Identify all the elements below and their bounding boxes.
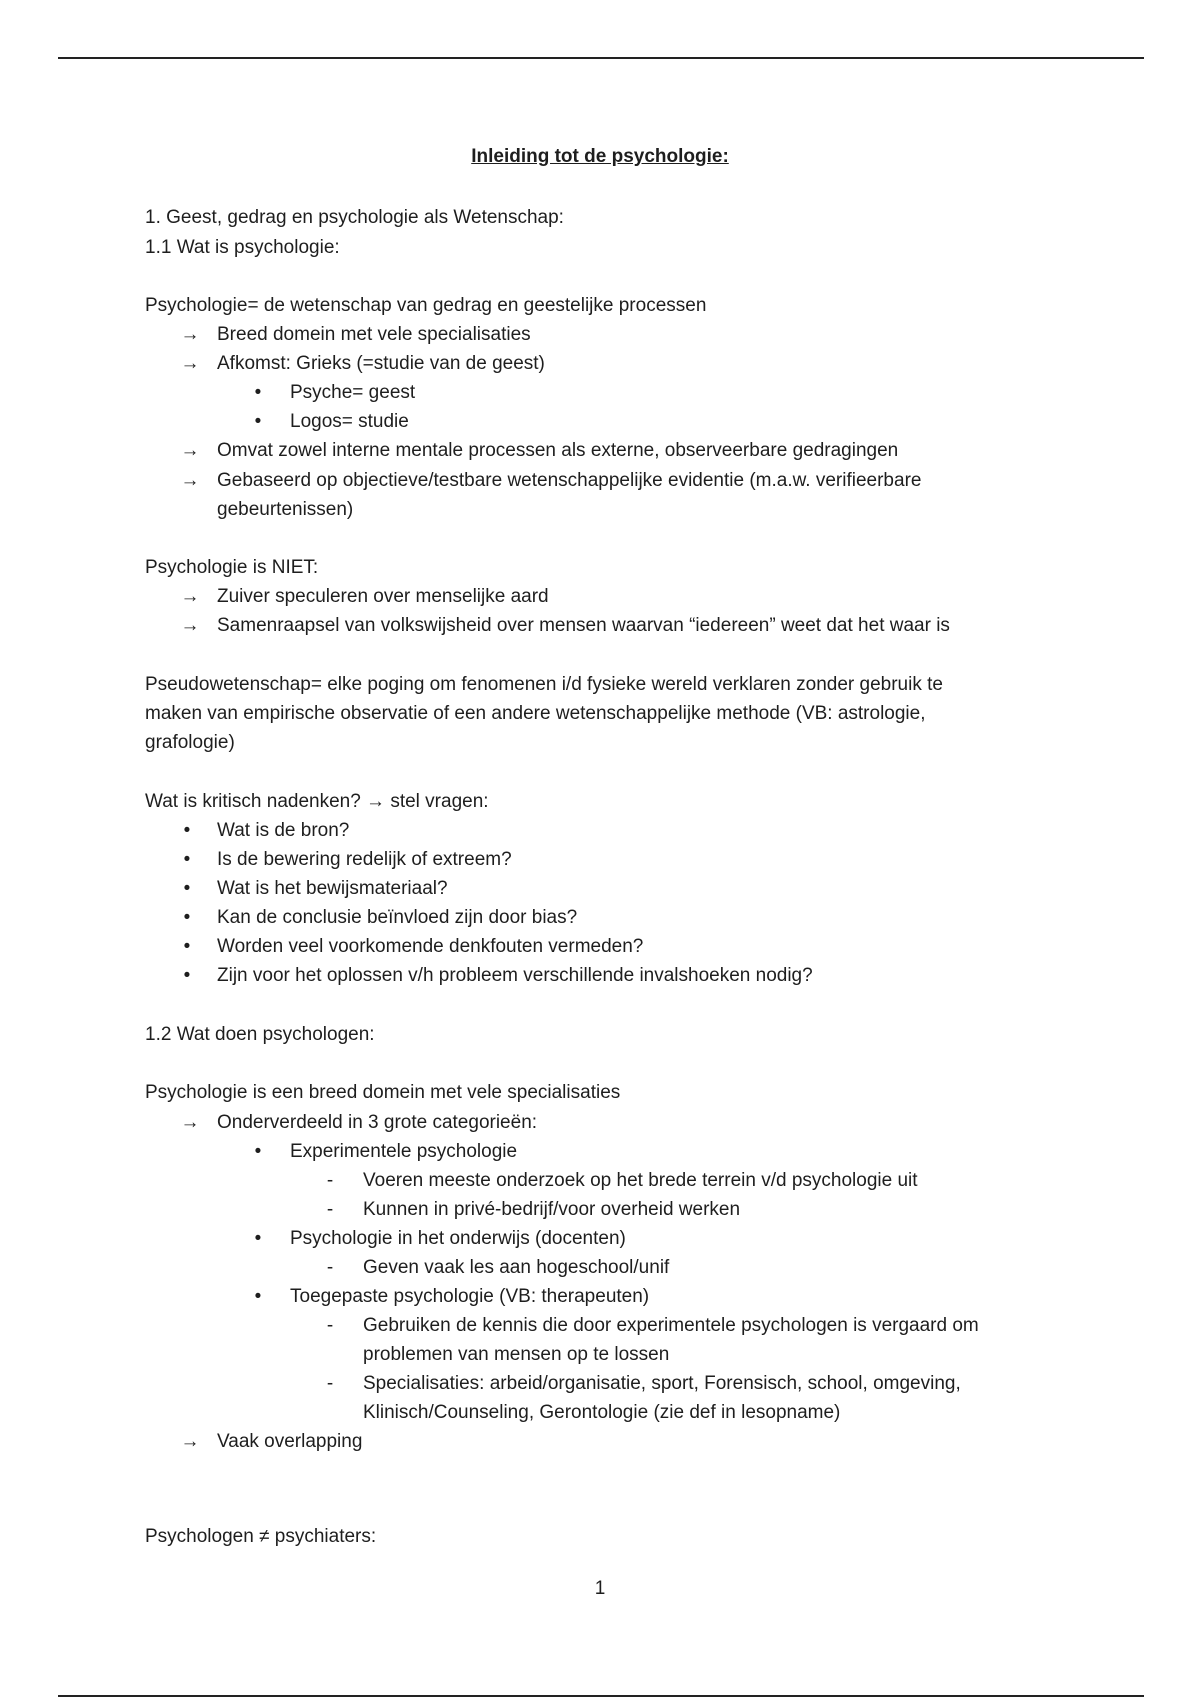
paragraph-line: Pseudowetenschap= elke poging om fenomenen i/d fysieke wereld verklaren zonder gebruik te xyxy=(145,674,943,695)
arrow-icon: → xyxy=(180,353,200,374)
section-heading: 1. Geest, gedrag en psychologie als Wetenschap: xyxy=(145,207,564,228)
bullet-icon: • xyxy=(183,907,191,928)
list-item-continuation: gebeurtenissen) xyxy=(217,499,354,520)
definition-line: Psychologie= de wetenschap van gedrag en geestelijke processen xyxy=(145,295,707,316)
bullet-icon: • xyxy=(183,878,191,899)
header-rule xyxy=(58,57,1144,59)
paragraph-heading: Psychologie is NIET: xyxy=(145,557,319,578)
document-title: Inleiding tot de psychologie: xyxy=(471,146,729,167)
list-item: Voeren meeste onderzoek op het brede terrein v/d psychologie uit xyxy=(363,1170,918,1191)
bullet-icon: • xyxy=(254,1286,262,1307)
list-item: Worden veel voorkomende denkfouten vermeden? xyxy=(217,936,644,957)
bullet-icon: • xyxy=(254,382,262,403)
subsection-heading: 1.1 Wat is psychologie: xyxy=(145,237,340,258)
list-item: Psychologie in het onderwijs (docenten) xyxy=(290,1228,626,1249)
list-item: Kunnen in privé-bedrijf/voor overheid werken xyxy=(363,1199,741,1220)
bullet-icon: • xyxy=(183,849,191,870)
bullet-icon: • xyxy=(183,820,191,841)
dash-icon: - xyxy=(326,1170,334,1191)
arrow-icon: → xyxy=(180,470,200,491)
list-item: Wat is het bewijsmateriaal? xyxy=(217,878,448,899)
list-item: Zuiver speculeren over menselijke aard xyxy=(217,586,549,607)
list-item: Gebruiken de kennis die door experimentele psychologen is vergaard om xyxy=(363,1315,979,1336)
bullet-icon: • xyxy=(183,965,191,986)
dash-icon: - xyxy=(326,1315,334,1336)
list-item: Kan de conclusie beïnvloed zijn door bias? xyxy=(217,907,578,928)
list-item: Zijn voor het oplossen v/h probleem verschillende invalshoeken nodig? xyxy=(217,965,813,986)
list-item: Afkomst: Grieks (=studie van de geest) xyxy=(217,353,545,374)
list-item: Experimentele psychologie xyxy=(290,1141,518,1162)
paragraph-line: maken van empirische observatie of een andere wetenschappelijke methode (VB: astrologie, xyxy=(145,703,926,724)
subsection-heading: 1.2 Wat doen psychologen: xyxy=(145,1024,375,1045)
list-item: Onderverdeeld in 3 grote categorieën: xyxy=(217,1112,538,1133)
list-item: Gebaseerd op objectieve/testbare wetenschappelijke evidentie (m.a.w. verifieerbare xyxy=(217,470,922,491)
paragraph-heading: Psychologie is een breed domein met vele specialisaties xyxy=(145,1082,621,1103)
list-item-continuation: problemen van mensen op te lossen xyxy=(363,1344,670,1365)
paragraph-line: grafologie) xyxy=(145,732,235,753)
arrow-icon: → xyxy=(180,615,200,636)
page-number: 1 xyxy=(594,1578,606,1599)
list-item: Geven vaak les aan hogeschool/unif xyxy=(363,1257,670,1278)
list-item: Samenraapsel van volkswijsheid over mensen waarvan “iedereen” weet dat het waar is xyxy=(217,615,950,636)
arrow-icon: → xyxy=(180,586,200,607)
dash-icon: - xyxy=(326,1199,334,1220)
list-item: Omvat zowel interne mentale processen als externe, observeerbare gedragingen xyxy=(217,440,899,461)
list-item-continuation: Klinisch/Counseling, Gerontologie (zie def in lesopname) xyxy=(363,1402,841,1423)
bullet-icon: • xyxy=(254,1141,262,1162)
list-item: Toegepaste psychologie (VB: therapeuten) xyxy=(290,1286,650,1307)
list-item: Is de bewering redelijk of extreem? xyxy=(217,849,512,870)
list-item: Wat is de bron? xyxy=(217,820,350,841)
list-item: Logos= studie xyxy=(290,411,409,432)
arrow-icon: → xyxy=(180,1431,200,1452)
list-item: Specialisaties: arbeid/organisatie, sport, Forensisch, school, omgeving, xyxy=(363,1373,961,1394)
arrow-icon: → xyxy=(180,324,200,345)
dash-icon: - xyxy=(326,1257,334,1278)
bullet-icon: • xyxy=(183,936,191,957)
list-item: Psyche= geest xyxy=(290,382,416,403)
list-item: Vaak overlapping xyxy=(217,1431,363,1452)
arrow-icon: → xyxy=(180,1112,200,1133)
paragraph-heading: Wat is kritisch nadenken? → stel vragen: xyxy=(145,791,489,812)
bullet-icon: • xyxy=(254,411,262,432)
bullet-icon: • xyxy=(254,1228,262,1249)
dash-icon: - xyxy=(326,1373,334,1394)
list-item: Breed domein met vele specialisaties xyxy=(217,324,531,345)
arrow-icon: → xyxy=(180,440,200,461)
footer-rule xyxy=(58,1695,1144,1697)
paragraph-heading: Psychologen ≠ psychiaters: xyxy=(145,1526,377,1547)
